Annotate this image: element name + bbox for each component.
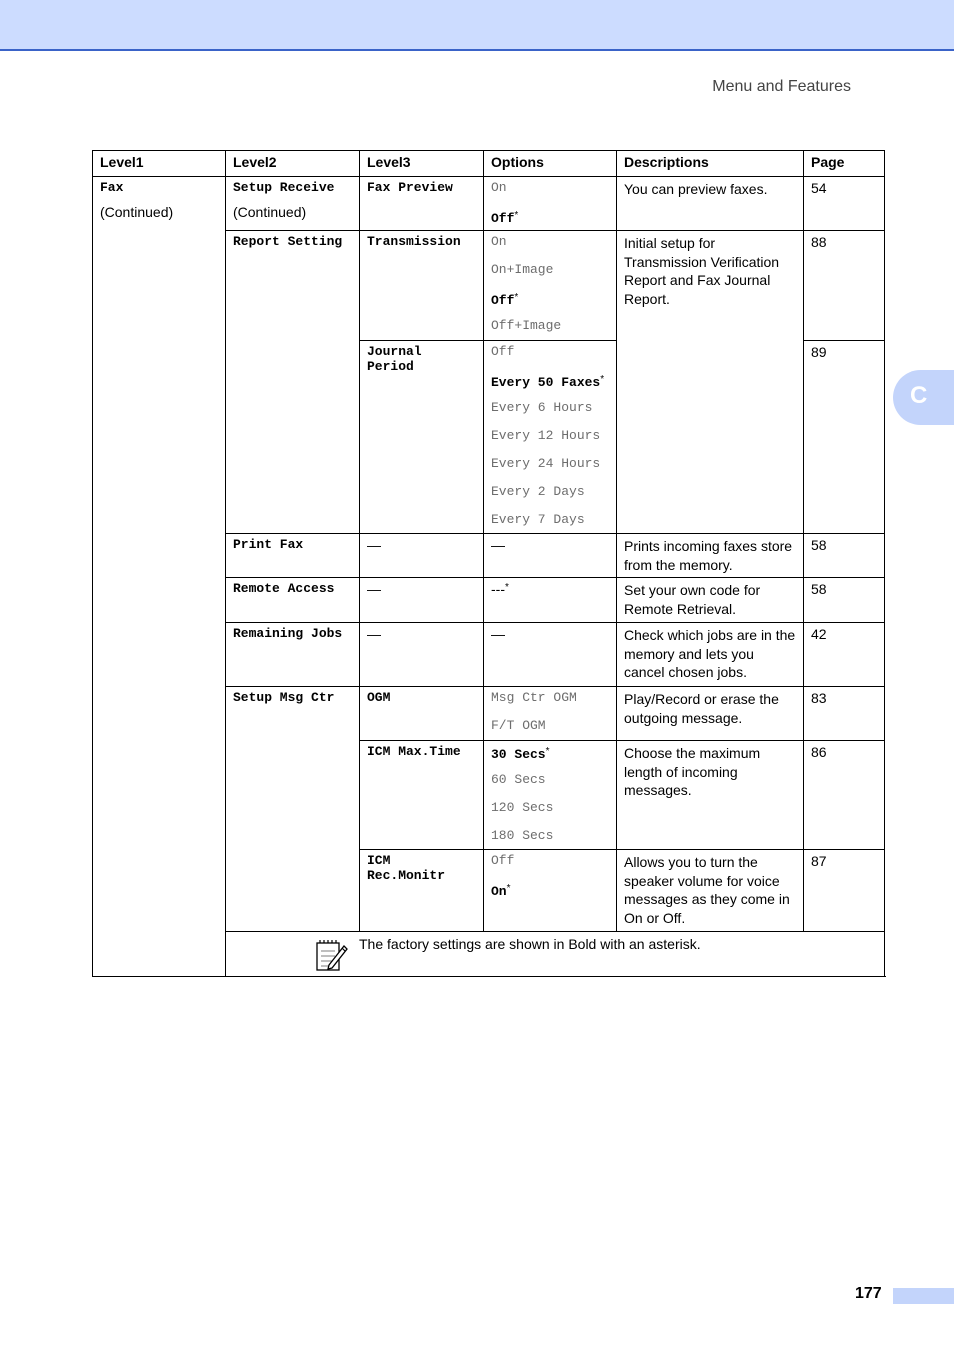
option-off-image: Off+Image (491, 318, 562, 333)
level3-icm-rec-monitr: ICM Rec.Monitr (367, 853, 446, 883)
option-every-7-days: Every 7 Days (491, 512, 585, 527)
options-cell (484, 741, 617, 850)
level1-cell (93, 177, 226, 977)
options-cell (484, 850, 617, 932)
level2-remaining-jobs: Remaining Jobs (233, 626, 343, 641)
page-icm-rec-monitr: 87 (804, 850, 885, 932)
table-header-row (93, 151, 885, 177)
table-row (93, 177, 885, 231)
section-title: Menu and Features (712, 78, 851, 95)
option-30-secs-default: 30 Secs* (491, 746, 550, 762)
options-cell (484, 687, 617, 741)
level2-continued: (Continued) (233, 204, 307, 220)
level3-remaining-jobs-dash: — (360, 623, 484, 687)
level2-setup-receive-cell (226, 177, 360, 231)
page-number: 177 (855, 1285, 882, 1302)
level2-setup-msg-ctr-cell (226, 687, 360, 932)
option-off: Off (491, 344, 515, 359)
level3-print-fax-dash: — (360, 534, 484, 578)
option-120-secs: 120 Secs (491, 800, 554, 815)
header-options: Options (484, 151, 617, 177)
option-on: On (491, 234, 507, 249)
option-print-fax-dash: — (484, 534, 617, 578)
asterisk-mark: * (514, 292, 519, 303)
option-off-default: Off* (491, 210, 519, 226)
options-cell (484, 231, 617, 341)
option-off-default: Off* (491, 292, 519, 308)
page-number-bar (893, 1288, 954, 1304)
description-print-fax: Prints incoming faxes store from the memory. (617, 534, 804, 578)
description-fax-preview: You can preview faxes. (617, 177, 804, 231)
menu-table (92, 150, 885, 977)
description-remote-access: Set your own code for Remote Retrieval. (617, 578, 804, 623)
note-text: The factory settings are shown in Bold with an asterisk. (359, 936, 701, 952)
options-cell (484, 341, 617, 534)
level2-setup-receive: Setup Receive (233, 180, 335, 195)
level2-report-setting: Report Setting (233, 234, 343, 249)
option-every-50-faxes-default: Every 50 Faxes* (491, 374, 605, 390)
description-ogm: Play/Record or erase the outgoing message. (617, 687, 804, 741)
description-icm-rec-monitr: Allows you to turn the speaker volume for voice messages as they come in On or Off. (617, 850, 804, 932)
asterisk-mark: * (505, 582, 509, 593)
level3-remote-access-dash: — (360, 578, 484, 623)
option-every-12-hours: Every 12 Hours (491, 428, 601, 443)
level3-ogm: OGM (367, 690, 391, 705)
page-ogm: 83 (804, 687, 885, 741)
option-on-image: On+Image (491, 262, 554, 277)
top-banner (0, 0, 954, 51)
page-journal-period: 89 (804, 341, 885, 534)
description-icm-max-time: Choose the maximum length of incoming messages. (617, 741, 804, 850)
description-remaining-jobs: Check which jobs are in the memory and lets you cancel chosen jobs. (617, 623, 804, 687)
level1-continued: (Continued) (100, 204, 174, 220)
page-remaining-jobs: 42 (804, 623, 885, 687)
chapter-letter: C (910, 382, 928, 409)
option-180-secs: 180 Secs (491, 828, 554, 843)
header-level3: Level3 (360, 151, 484, 177)
header-level2: Level2 (226, 151, 360, 177)
description-report-setting: Initial setup for Transmission Verification Report and Fax Journal Report. (617, 231, 804, 534)
level3-fax-preview: Fax Preview (367, 180, 453, 195)
option-remaining-jobs-dash: — (484, 623, 617, 687)
header-page: Page (804, 151, 885, 177)
note-pencil-icon (315, 938, 349, 972)
option-every-2-days: Every 2 Days (491, 484, 585, 499)
option-ft-ogm: F/T OGM (491, 718, 546, 733)
chapter-tab (893, 370, 954, 425)
options-cell (484, 177, 617, 231)
page-transmission: 88 (804, 231, 885, 341)
asterisk-mark: * (545, 746, 550, 757)
page-print-fax: 58 (804, 534, 885, 578)
option-on-default: On* (491, 883, 511, 899)
option-60-secs: 60 Secs (491, 772, 546, 787)
option-off: Off (491, 853, 515, 868)
level3-transmission: Transmission (367, 234, 461, 249)
note-cell (226, 932, 885, 977)
level2-report-setting-cell (226, 231, 360, 534)
level2-print-fax: Print Fax (233, 537, 304, 552)
level3-journal-period: Journal Period (367, 344, 422, 374)
level1-fax: Fax (100, 180, 124, 195)
header-level1: Level1 (93, 151, 226, 177)
header-descriptions: Descriptions (617, 151, 804, 177)
option-on: On (491, 180, 507, 195)
page-icm-max-time: 86 (804, 741, 885, 850)
option-msg-ctr-ogm: Msg Ctr OGM (491, 690, 577, 705)
page-fax-preview: 54 (804, 177, 885, 231)
page-remote-access: 58 (804, 578, 885, 623)
asterisk-mark: * (600, 374, 605, 385)
level2-setup-msg-ctr: Setup Msg Ctr (233, 690, 335, 705)
asterisk-mark: * (506, 883, 511, 894)
asterisk-mark: * (514, 210, 519, 221)
option-remote-code: ---* (484, 578, 617, 623)
level2-remote-access: Remote Access (233, 581, 335, 596)
option-every-24-hours: Every 24 Hours (491, 456, 601, 471)
level3-icm-max-time: ICM Max.Time (367, 744, 461, 759)
option-every-6-hours: Every 6 Hours (491, 400, 593, 415)
